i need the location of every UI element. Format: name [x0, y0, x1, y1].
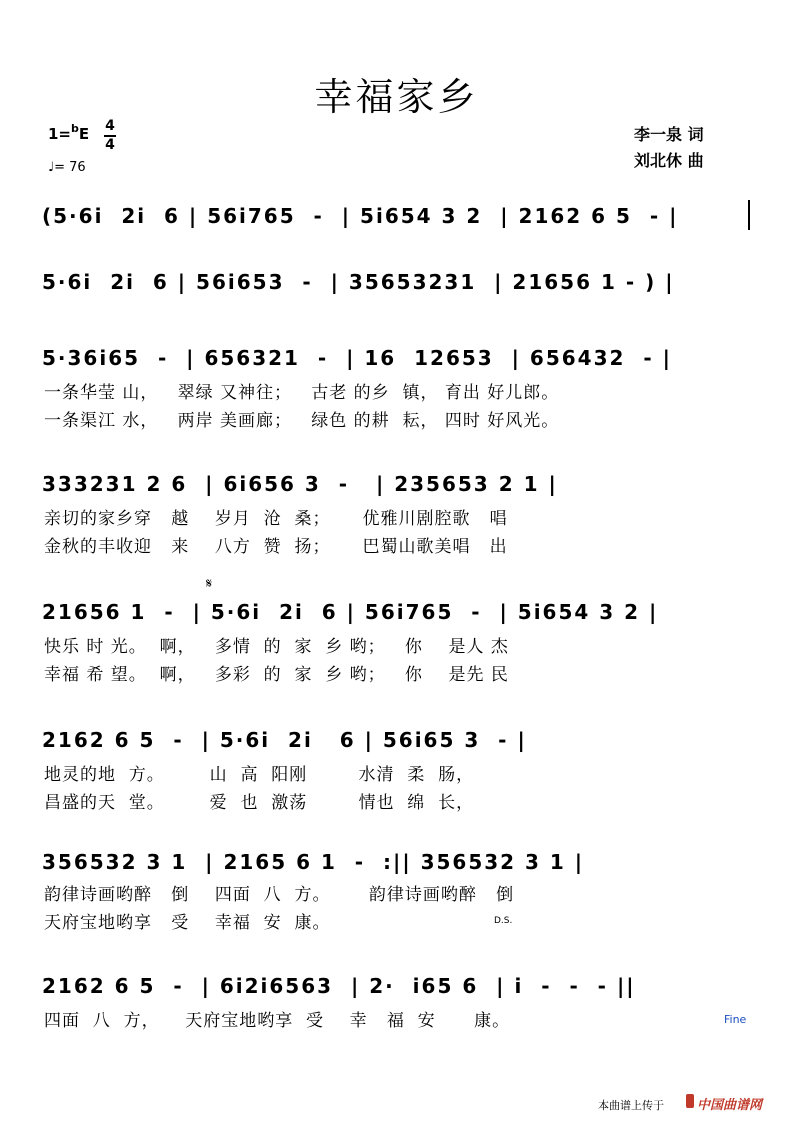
- flat-sign: b: [71, 122, 79, 135]
- key-prefix: 1=: [48, 125, 72, 143]
- lyric-row-3-verse-2: 一条渠江 水， 两岸 美画廊； 绿色 的耕 耘， 四时 好风光。: [44, 411, 560, 431]
- tempo-value: = 76: [54, 160, 86, 175]
- lyric-row-3-verse-1: 一条华莹 山， 翠绿 又神往； 古老 的乡 镇， 育出 好儿郎。: [44, 383, 560, 403]
- lyric-row-4-verse-1: 亲切的家乡穿 越 岁月 沧 桑； 优雅川剧腔歌 唱: [44, 509, 508, 529]
- notation-row-8: 2162 6 5 - | 6i2i6563 | 2· i65 6 | i - - - ||: [42, 974, 636, 998]
- lyric-row-5-verse-2: 幸福 希 望。 啊， 多彩 的 家 乡 哟； 你 是先 民: [44, 665, 509, 685]
- composer-credit: 刘北休 曲: [634, 151, 704, 170]
- notation-row-4: 333231 2 6 | 6i656 3 - | 235653 2 1 |: [42, 472, 558, 496]
- notation-row-7: 356532 3 1 | 2165 6 1 - :|| 356532 3 1 |: [42, 850, 585, 874]
- time-signature: [104, 118, 116, 154]
- song-title: 幸福家乡: [314, 75, 479, 119]
- quarter-note-icon: ♩: [48, 160, 55, 175]
- notation-row-1: (5·6i 2i 6 | 56i765 - | 5i654 3 2 | 2162 6 5 - |: [42, 204, 679, 228]
- time-top: 4: [105, 118, 115, 134]
- barline: [748, 200, 750, 230]
- lyric-row-6-verse-2: 昌盛的天 堂。 爱 也 激荡 情也 绵 长，: [44, 793, 475, 813]
- notation-row-5: 21656 1 - | 5·6i 2i 6 | 56i765 - | 5i654 3 2 |: [42, 600, 659, 624]
- key-signature: [48, 122, 89, 143]
- lyric-row-6-verse-1: 地灵的地 方。 山 高 阳刚 水清 柔 肠，: [44, 765, 475, 785]
- segno-icon: 𝄋: [206, 576, 213, 592]
- lyric-row-4-verse-2: 金秋的丰收迎 来 八方 赞 扬； 巴蜀山歌美唱 出: [44, 537, 508, 557]
- notation-row-2: 5·6i 2i 6 | 56i653 - | 35653231 | 21656 1 - ) |: [42, 270, 675, 294]
- key-note: E: [78, 125, 90, 143]
- lyric-row-5-verse-1: 快乐 时 光。 啊， 多情 的 家 乡 哟； 你 是人 杰: [44, 637, 509, 657]
- lyric-row-7-verse-2: 天府宝地哟享 受 幸福 安 康。: [44, 913, 331, 933]
- lyric-row-8-verse-1: 四面 八 方， 天府宝地哟享 受 幸 福 安 康。: [44, 1011, 511, 1031]
- time-bottom: 4: [105, 137, 115, 153]
- site-logo-icon: [686, 1094, 694, 1108]
- footer-text: 本曲谱上传于: [598, 1099, 664, 1112]
- lyric-row-7-verse-1: 韵律诗画哟醉 倒 四面 八 方。 韵律诗画哟醉 倒: [44, 885, 515, 905]
- notation-row-6: 2162 6 5 - | 5·6i 2i 6 | 56i65 3 - |: [42, 728, 527, 752]
- ds-mark: D.S.: [494, 916, 513, 926]
- fine-mark: Fine: [724, 1013, 747, 1026]
- tempo-mark: [48, 160, 86, 175]
- notation-row-3: 5·36i65 - | 656321 - | 16 12653 | 656432 - |: [42, 346, 672, 370]
- lyricist-credit: 李一泉 词: [634, 125, 704, 144]
- footer-site-name[interactable]: 中国曲谱网: [697, 1098, 763, 1113]
